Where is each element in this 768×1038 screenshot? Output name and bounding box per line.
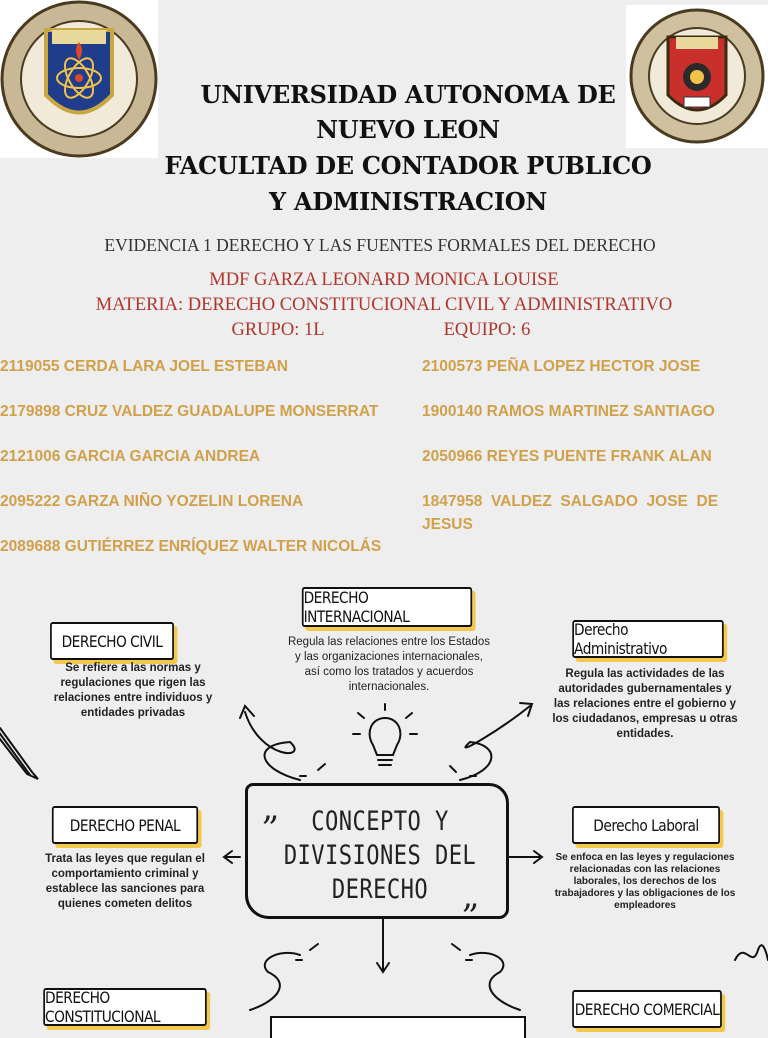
derecho-constitucional-title: DERECHO CONSTITUCIONAL — [45, 988, 161, 1026]
member-left-3: 2121006 GARCIA GARCIA ANDREA — [0, 448, 261, 465]
team-label: EQUIPO: 6 — [443, 320, 531, 340]
member-right-5: JESUS — [422, 516, 473, 533]
member-right-4: 1847958 VALDEZ SALGADO JOSE DE — [422, 493, 719, 510]
derecho-penal-title: DERECHO PENAL — [69, 815, 181, 835]
close-quote: „ — [462, 876, 480, 916]
member-left-1: 2119055 CERDA LARA JOEL ESTEBAN — [0, 358, 288, 375]
derecho-internacional-title: DERECHO INTERNACIONAL — [303, 588, 410, 626]
derecho-internacional-box — [302, 587, 472, 627]
member-right-3: 2050966 REYES PUENTE FRANK ALAN — [422, 448, 712, 465]
derecho-penal-box — [52, 806, 198, 844]
member-right-1: 2100573 PEÑA LOPEZ HECTOR JOSE — [422, 358, 701, 375]
member-left-5: 2089688 GUTIÉRREZ ENRÍQUEZ WALTER NICOLÁS — [0, 538, 382, 555]
derecho-comercial-box — [572, 990, 722, 1028]
derecho-laboral-title: Derecho Laboral — [593, 815, 699, 835]
derecho-civil-title: DERECHO CIVIL — [61, 631, 163, 651]
member-right-2: 1900140 RAMOS MARTINEZ SANTIAGO — [422, 403, 715, 420]
derecho-penal-text: Trata las leyes que regulan el comportamiento criminal y establece las sanciones para quienes cometen delitos — [45, 853, 205, 910]
derecho-administrativo-title: Derecho Administrativo — [574, 620, 667, 658]
header-title-line-2: NUEVO LEON — [316, 115, 500, 144]
header-title-line-4: Y ADMINISTRACION — [268, 187, 547, 216]
bottom-center-box — [270, 1016, 526, 1038]
derecho-internacional-text: Regula las relaciones entre los Estados y las organizaciones internacionales, así como los tratados y acuerdos internacionales. — [287, 636, 490, 693]
member-left-4: 2095222 GARZA NIÑO YOZELIN LORENA — [0, 493, 304, 510]
derecho-laboral-text: Se enfoca en las leyes y regulaciones relacionadas con las relaciones laborales, los derechos de los trabajadores y las obligaciones de los empleadores — [554, 852, 736, 911]
lightbulb-icon — [353, 704, 417, 765]
pencil-icon — [0, 728, 38, 779]
teacher-name: MDF GARZA LEONARD MONICA LOUISE — [209, 270, 559, 290]
evidence-title: EVIDENCIA 1 DERECHO Y LAS FUENTES FORMALES DEL DERECHO — [104, 235, 656, 255]
derecho-administrativo-text: Regula las actividades de las autoridades gubernamentales y las relaciones entre el gobierno y los ciudadanos, empresas u otras entidades. — [552, 668, 738, 740]
derecho-constitucional-box — [43, 988, 206, 1026]
center-line-3: DERECHO — [331, 874, 429, 905]
group-label: GRUPO: 1L — [231, 320, 325, 340]
derecho-comercial-title: DERECHO COMERCIAL — [574, 999, 720, 1019]
derecho-laboral-box — [572, 806, 720, 844]
derecho-administrativo-box — [572, 620, 723, 658]
subject-name: MATERIA: DERECHO CONSTITUCIONAL CIVIL Y ADMINISTRATIVO — [95, 295, 673, 315]
header-title-line-3: FACULTAD DE CONTADOR PUBLICO — [164, 151, 652, 180]
open-quote: „ — [262, 788, 280, 828]
center-concept-title — [282, 805, 479, 907]
derecho-civil-text: Se refiere a las normas y regulaciones que rigen las relaciones entre individuos y entidades privadas — [53, 662, 213, 719]
center-line-1: CONCEPTO Y — [311, 806, 449, 837]
header-title-line-1: UNIVERSIDAD AUTONOMA DE — [200, 80, 616, 109]
member-left-2: 2179898 CRUZ VALDEZ GUADALUPE MONSERRAT — [0, 403, 379, 420]
center-line-2: DIVISIONES DEL — [283, 840, 477, 871]
derecho-civil-box — [50, 622, 174, 660]
